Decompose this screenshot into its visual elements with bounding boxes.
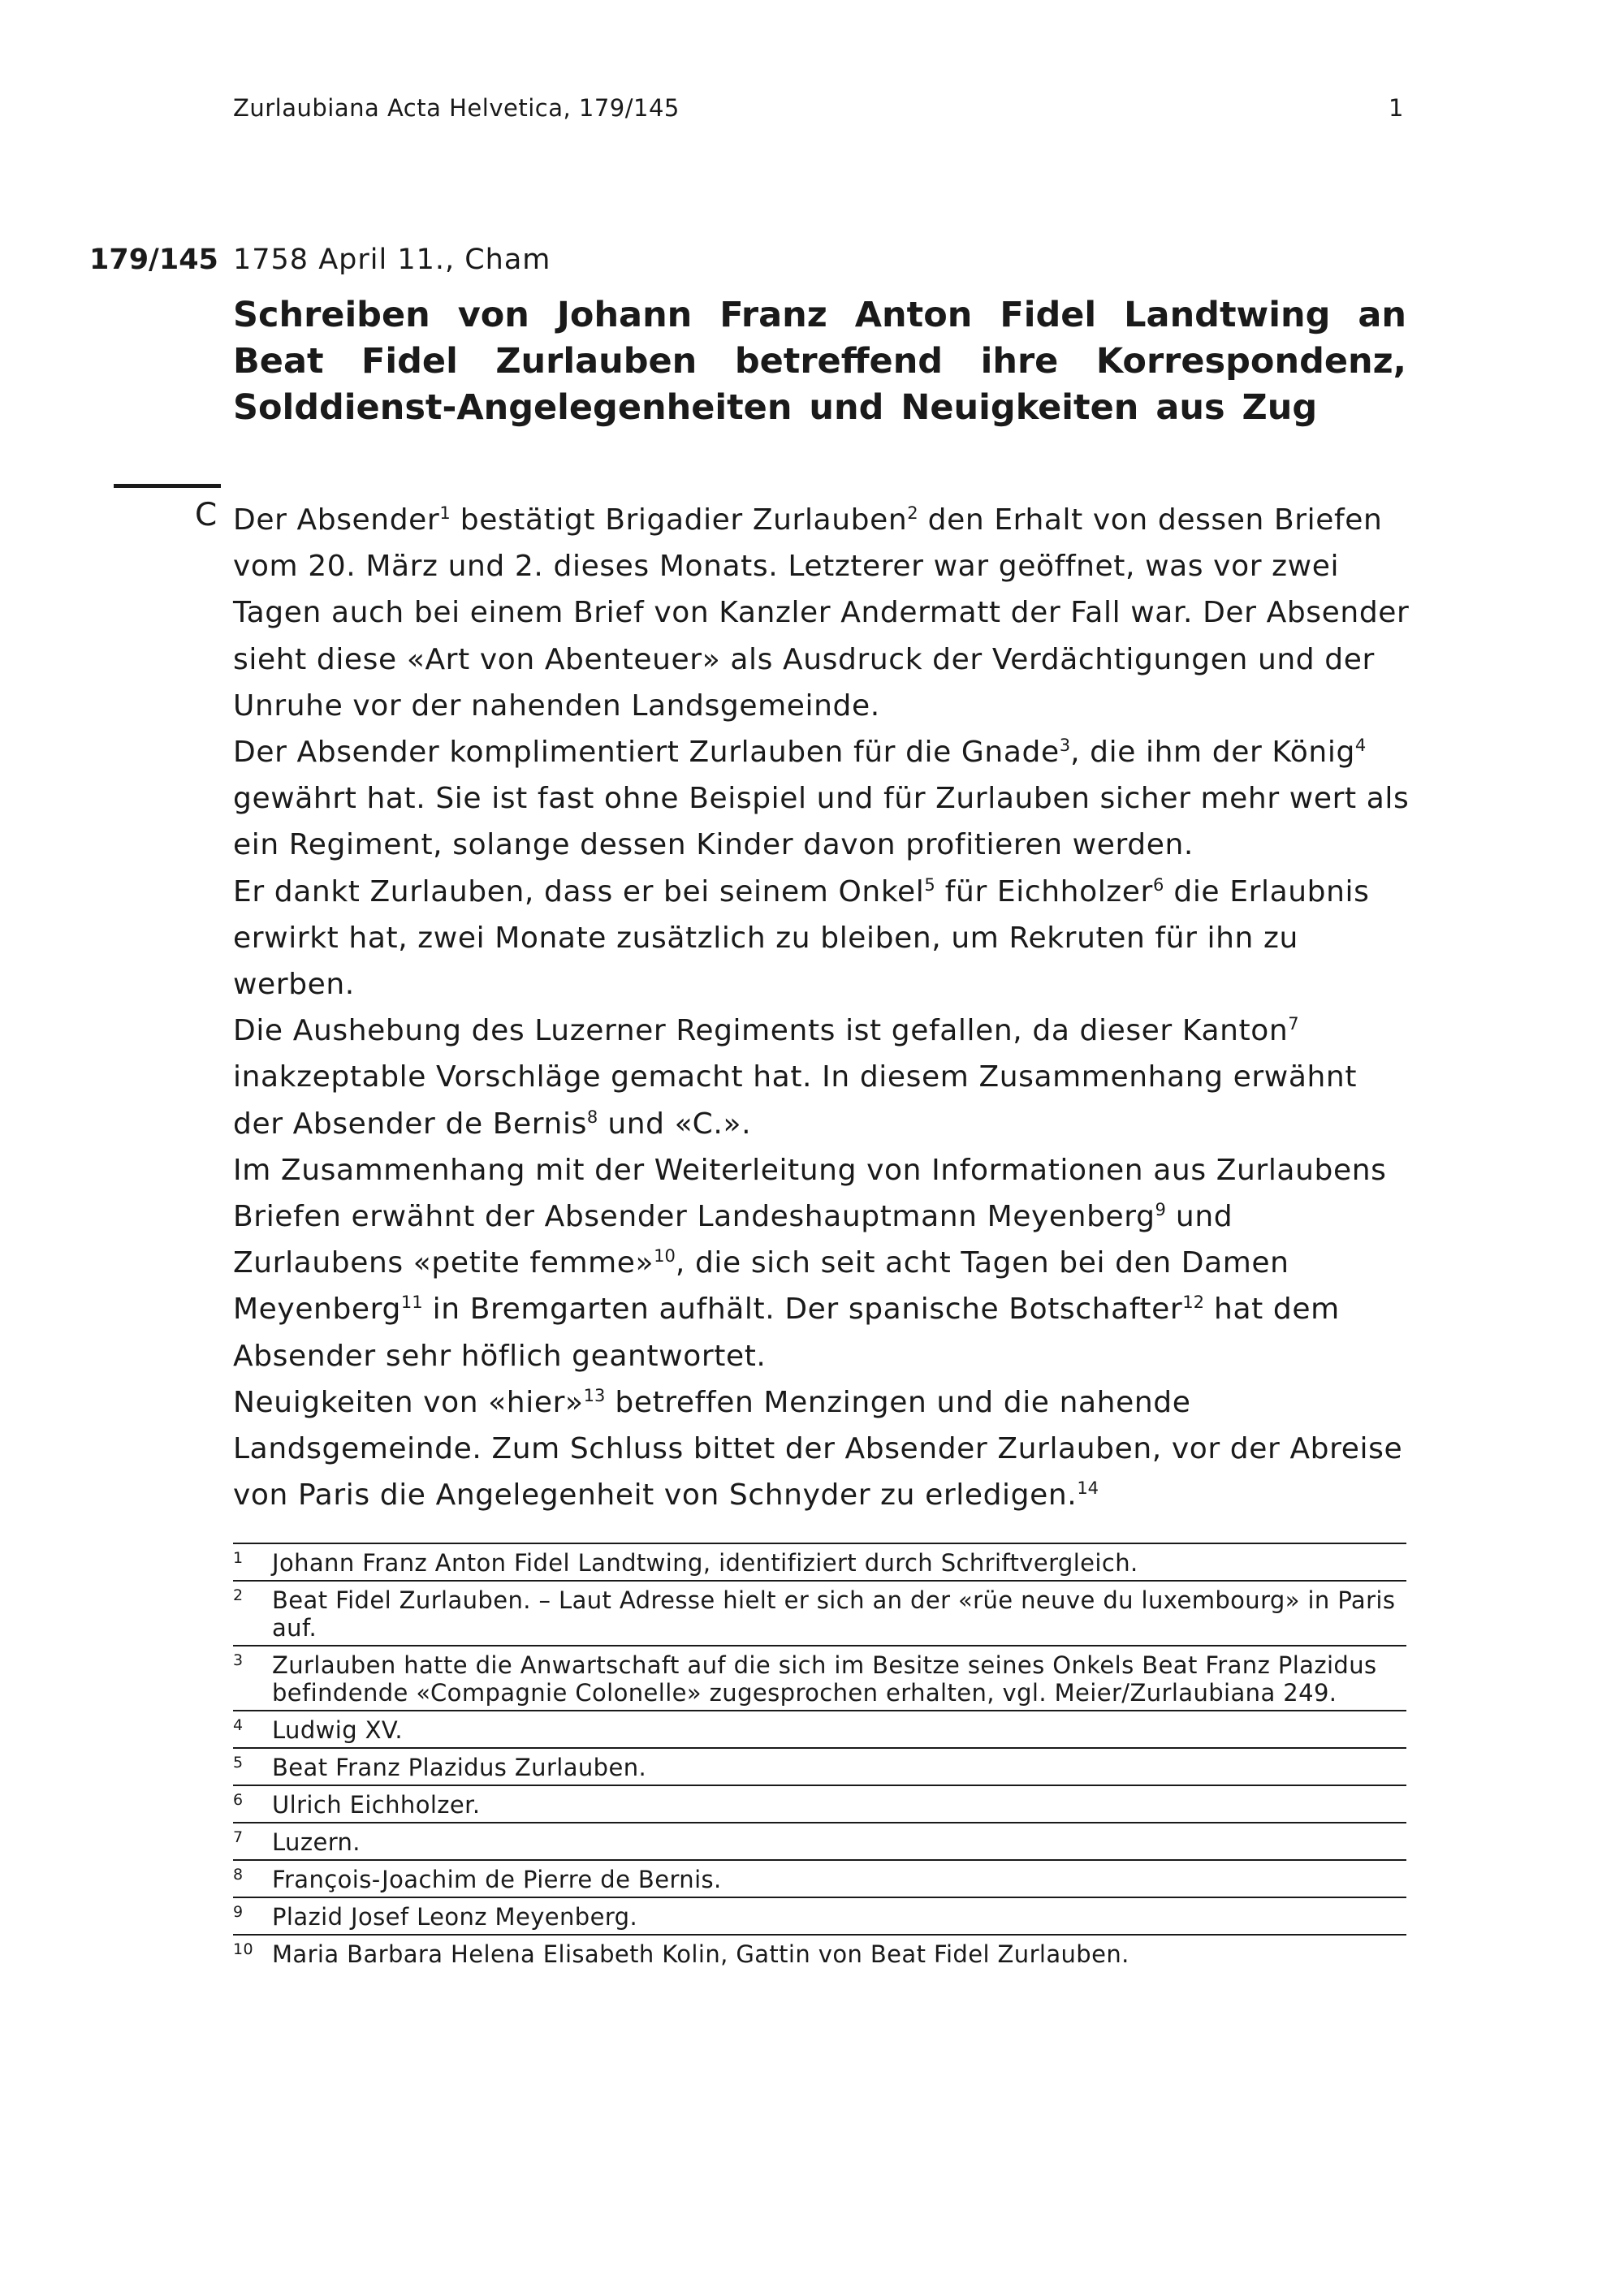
footnote [233,1580,1406,1645]
footnote-ref[interactable]: 14 [1077,1478,1099,1499]
footnote-ref[interactable]: 6 [1152,874,1164,895]
footnote-number: 8 [233,1866,244,1884]
footnote-text: Luzern. [272,1828,361,1856]
summary-text: hat dem Absender sehr höflich geantwortet. [233,1293,1340,1373]
document-title: Schreiben von Johann Franz Anton Fidel Landtwing an Beat Fidel Zurlauben betreffend ihre Korrespondenz, Solddienst-Angelegenheiten und Neuigkeiten aus Zug [233,295,1406,428]
summary-text: und «C.». [598,1107,752,1141]
summary-text: in Bremgarten aufhält. Der spanische Botschafter [422,1293,1183,1327]
footnote-number: 9 [233,1903,244,1921]
footnote [233,1897,1406,1934]
footnote-ref[interactable]: 10 [654,1246,676,1267]
footnote-number: 10 [233,1940,253,1958]
footnote-ref[interactable]: 13 [583,1385,606,1405]
footnote-number: 3 [233,1651,244,1669]
footnote-ref[interactable]: 3 [1059,736,1071,756]
footnote-ref[interactable]: 9 [1155,1200,1166,1220]
footnote-text: Beat Franz Plazidus Zurlauben. [272,1754,647,1781]
summary-text: die Erlaubnis erwirkt hat, zwei Monate zusätzlich zu bleiben, um Rekruten für ihn zu werben. [233,874,1370,1002]
summary-text: Neuigkeiten von «hier» [233,1385,584,1419]
summary-text: betreffen Menzingen und die nahende Landsgemeinde. Zum Schluss bittet der Absender Zurlauben, vor der Abreise von Paris die Angelegenheit von Schnyder zu erledigen. [233,1385,1403,1513]
summary-text: Die Aushebung des Luzerner Regiments ist gefallen, da dieser Kanton [233,1014,1289,1048]
footnote-text: Johann Franz Anton Fidel Landtwing, identifiziert durch Schriftvergleich. [272,1549,1138,1577]
summary-paragraph [233,869,1410,1008]
summary-text: Der Absender komplimentiert Zurlauben für die Gnade [233,736,1060,770]
summary-text: inakzeptable Vorschläge gemacht hat. In diesem Zusammenhang erwähnt der Absender de Bernis [233,1060,1358,1141]
footnote-number: 1 [233,1549,244,1567]
footnote-text: Plazid Josef Leonz Meyenberg. [272,1903,638,1931]
page-number: 1 [1389,94,1404,122]
footnote-ref[interactable]: 12 [1182,1293,1204,1313]
summary-text: und Zurlaubens «petite femme» [233,1200,1233,1280]
footnote-number: 2 [233,1586,244,1604]
summary-text: Im Zusammenhang mit der Weiterleitung von Informationen aus Zurlaubens Briefen erwähnt der Absender Landeshauptmann Meyenberg [233,1153,1387,1234]
footnote-ref[interactable]: 1 [439,503,451,523]
footnote-text: Maria Barbara Helena Elisabeth Kolin, Gattin von Beat Fidel Zurlauben. [272,1940,1129,1968]
document-number: 179/145 [89,244,218,276]
footnote-ref[interactable]: 4 [1354,736,1367,756]
summary-text: Er dankt Zurlauben, dass er bei seinem Onkel [233,874,925,908]
summary-paragraph [233,729,1410,869]
summary-paragraph [233,1008,1410,1147]
footnote-ref[interactable]: 5 [924,874,935,895]
footnotes [233,1543,1406,1971]
summary-text: für Eichholzer [935,874,1153,908]
footnote-number: 7 [233,1828,244,1846]
footnote-ref[interactable]: 7 [1288,1014,1299,1034]
footnote-number: 6 [233,1791,244,1809]
summary-paragraph [233,1379,1410,1519]
footnote-text: François-Joachim de Pierre de Bernis. [272,1866,722,1893]
footnote [233,1785,1406,1822]
summary-text: gewährt hat. Sie ist fast ohne Beispiel und für Zurlauben sicher mehr wert als ein Regiment, solange dessen Kinder davon profitieren werden. [233,782,1410,862]
footnote-text: Beat Fidel Zurlauben. – Laut Adresse hielt er sich an der «rüe neuve du luxembourg» in Paris auf. [272,1586,1396,1642]
footnote [233,1934,1406,1971]
footnote [233,1859,1406,1897]
footnote [233,1747,1406,1785]
summary-text: den Erhalt von dessen Briefen vom 20. März und 2. dieses Monats. Letzterer war geöffnet, was vor zwei Tagen auch bei einem Brief von Kanzler Andermatt der Fall war. Der Absender sieht diese «Art von Abenteuer» als Ausdruck der Verdächtigungen und der Unruhe vor der nahenden Landsgemeinde. [233,503,1410,723]
footnote [233,1710,1406,1747]
summary-text: Der Absender [233,503,440,537]
footnote [233,1645,1406,1710]
date-place: 1758 April 11., Cham [233,244,551,276]
summary-text: , die ihm der König [1070,736,1355,770]
summary-text: , die sich seit acht Tagen bei den Damen Meyenberg [233,1246,1289,1327]
footnote [233,1822,1406,1859]
footnote-number: 4 [233,1716,244,1734]
footnote-text: Ludwig XV. [272,1716,404,1744]
footnote-ref[interactable]: 8 [586,1107,598,1127]
summary [233,497,1410,1518]
footnote-ref[interactable]: 11 [400,1293,423,1313]
summary-paragraph [233,1147,1410,1379]
footnote-number: 5 [233,1754,244,1772]
footnote-text: Ulrich Eichholzer. [272,1791,481,1819]
summary-paragraph [233,497,1410,729]
running-head: Zurlaubiana Acta Helvetica, 179/145 [233,94,680,122]
language-marker: C [195,497,218,533]
footnote-text: Zurlauben hatte die Anwartschaft auf die sich im Besitze seines Onkels Beat Franz Plazidus befindende «Compagnie Colonelle» zugesprochen erhalten, vgl. Meier/Zurlaubiana 249. [272,1651,1377,1707]
section-divider [114,484,221,488]
footnote-ref[interactable]: 2 [907,503,918,523]
summary-text: bestätigt Brigadier Zurlauben [450,503,908,537]
footnote [233,1543,1406,1580]
